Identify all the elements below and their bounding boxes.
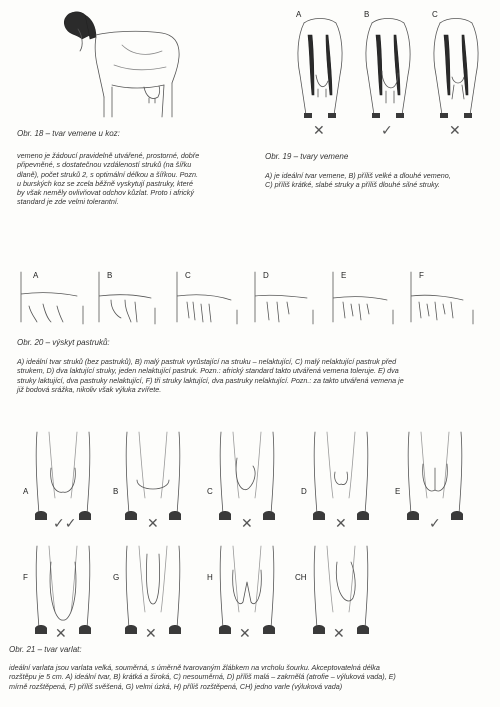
fig20-label-f: F [419, 271, 424, 280]
fig21-mark-c: ✕ [241, 516, 253, 532]
fig18-line: vemeno je žádoucí pravidelně utvářené, prostorné, dobře [17, 151, 200, 160]
udder-shapes-figure [288, 5, 493, 140]
fig18-line: by však neměly ovlivňovat odchov kůzlat. Proto i africký [17, 188, 194, 198]
fig21-mark-ch: ✕ [333, 626, 345, 640]
goat-udder-illustration [52, 5, 187, 123]
fig19-label-c: C [432, 10, 438, 19]
testicle-view-c [207, 432, 275, 532]
fig21-label-c: C [207, 487, 213, 496]
fig21-label-b: B [113, 487, 119, 496]
fig21-label-h: H [207, 573, 213, 582]
fig21-mark-g: ✕ [145, 626, 157, 640]
fig20-line: A) ideální tvar struků (bez pastruků), B) malý pastruk vyrůstající na struku – nelaktující, C) malý nelaktující pastruk před [17, 357, 397, 366]
fig19-line: A) je ideální tvar vemene, B) příliš velké a dlouhé vemeno, [265, 171, 451, 180]
fig21-caption: Obr. 21 – tvar varlat: [9, 645, 82, 654]
fig21-label-e: E [395, 487, 401, 496]
fig21-mark-b: ✕ [147, 516, 159, 532]
teat-panel-b [99, 271, 155, 324]
testicle-view-h [207, 546, 275, 640]
fig21-mark-d: ✕ [335, 516, 347, 532]
fig21-text [9, 663, 494, 691]
fig21-label-ch: CH [295, 573, 307, 582]
fig20-label-d: D [263, 271, 269, 280]
fig20-caption: Obr. 20 – výskyt pastruků: [17, 338, 110, 347]
testicle-view-a [23, 432, 91, 532]
fig18-line: dlaně), počet struků 2, s optimální délkou a šířkou. Pozn. [17, 169, 198, 179]
fig19-line: C) příliš krátké, slabé struky a příliš dlouhé silné struky. [265, 180, 440, 190]
teat-panel-a [21, 271, 83, 324]
fig18-caption: Obr. 18 – tvar vemene u koz: [17, 129, 120, 138]
fig21-mark-e: ✓ [429, 516, 441, 532]
fig19-mark-a: ✕ [313, 123, 325, 139]
fig19-mark-c: ✕ [449, 123, 461, 139]
testicle-view-f [23, 546, 91, 640]
teat-panel-e [333, 271, 393, 324]
fig18-line: standard je zde velmi tolerantní. [17, 197, 119, 207]
fig20-label-e: E [341, 271, 347, 280]
fig18-text [17, 151, 257, 207]
fig21-label-f: F [23, 573, 28, 582]
fig20-label-c: C [185, 271, 191, 280]
fig21-line: rozštěpu je 5 cm. A) ideální tvar, B) krátká a široká, C) nesouměrná, D) příliš malá – zakrnělá (atrofie – výluková vada), E) [9, 672, 396, 682]
rear-view-a [296, 10, 342, 139]
fig21-line: mírně rozštěpená, F) příliš svěšená, G) velmi úzká, H) příliš rozštěpená, CH) jedno varle (výluková vada) [9, 681, 343, 691]
fig19-text [265, 171, 495, 190]
fig19-label-a: A [296, 10, 302, 19]
fig20-line: strukem, D) dva laktující struky, jeden nelaktující pastruk. Pozn.: africký standard takto utvářená vemena toleruje. E) dva [17, 366, 399, 376]
fig20-label-b: B [107, 271, 113, 280]
fig19-caption: Obr. 19 – tvary vemene [265, 152, 349, 161]
testicle-view-b [113, 432, 181, 532]
rear-view-b [364, 10, 410, 139]
fig21-mark-h: ✕ [239, 626, 251, 640]
fig18-line: připevněné, s dostatečnou vzdáleností struků (na šířku [17, 160, 192, 170]
testicle-view-d [301, 432, 369, 532]
teat-panels-figure [17, 266, 487, 328]
fig20-label-a: A [33, 271, 39, 280]
fig21-label-g: G [113, 573, 120, 582]
fig21-mark-f: ✕ [55, 626, 67, 640]
fig21-mark-a: ✓✓ [53, 516, 77, 532]
fig19-mark-b: ✓ [381, 123, 393, 139]
teat-panel-f [411, 271, 473, 324]
testicle-view-g [113, 546, 181, 640]
rear-view-c [432, 10, 478, 139]
testicle-view-ch [295, 546, 369, 640]
fig21-label-d: D [301, 487, 307, 496]
testicle-view-e [395, 432, 463, 532]
fig20-line: struky laktující, dva pastruky nelaktující, F) tři struky laktující, dva pastruky nelaktující. Pozn.: za takto utvářená vemena je [17, 375, 404, 385]
fig21-label-a: A [23, 487, 29, 496]
fig21-line: ideální varlata jsou varlata velká, souměrná, s úměrně tvarovaným žlábkem na vrcholu šourku. Akceptovatelná délka [9, 663, 380, 672]
fig20-line: již bodová srážka, nikoliv však výluka zvířete. [17, 384, 162, 394]
testicle-shapes-figure [17, 428, 497, 640]
fig20-text [17, 357, 487, 394]
fig19-label-b: B [364, 10, 370, 19]
teat-panel-c [177, 271, 237, 324]
teat-panel-d [255, 271, 313, 324]
fig18-line: u burských koz se zcela běžně vyskytují pastruky, které [17, 178, 194, 188]
